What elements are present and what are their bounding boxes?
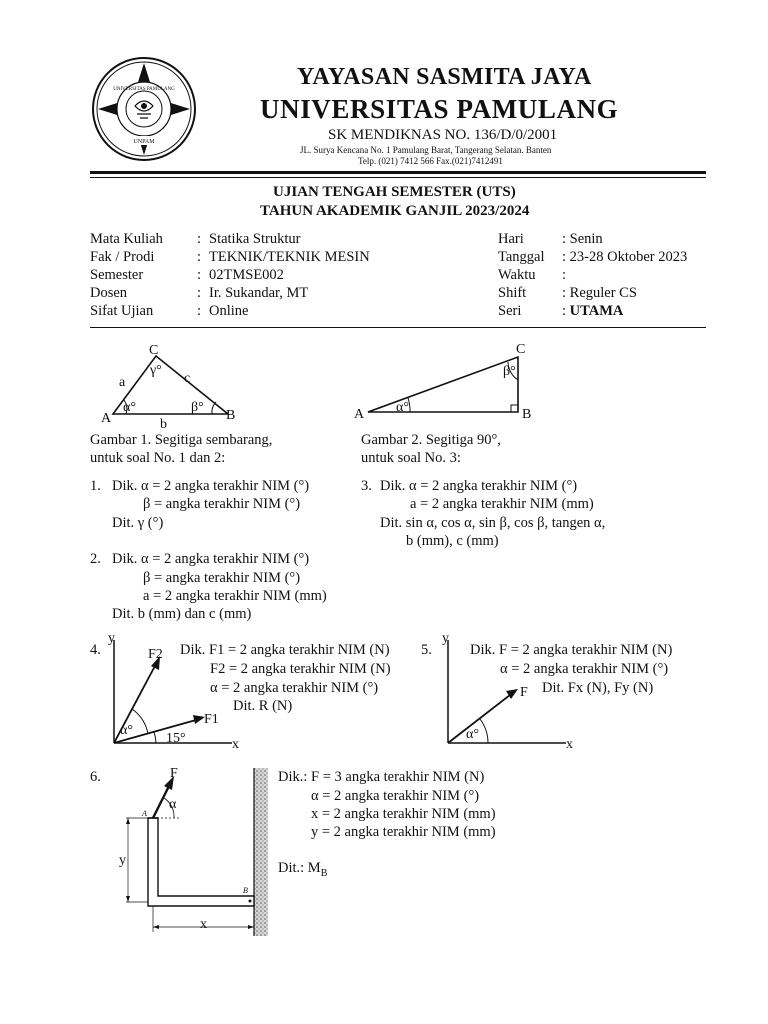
question-number: 6. [90, 769, 101, 785]
info-value: 02TMSE002 [209, 267, 284, 283]
question-given: α = 2 angka terakhir NIM (°) [311, 788, 480, 804]
force-f2: F2 [148, 647, 163, 662]
info-label: Hari [498, 231, 524, 247]
foundation-name: YAYASAN SASMITA JAYA [297, 64, 592, 90]
address: JL. Surya Kencana No. 1 Pamulang Barat, Tangerang Selatan. Banten [300, 145, 552, 155]
question-asked: Dit.: $M_B$ [278, 860, 328, 879]
info-value: : Senin [562, 231, 603, 247]
university-logo [91, 56, 197, 162]
exam-year: TAHUN AKADEMIK GANJIL 2023/2024 [260, 203, 530, 219]
question-given: a = 2 angka terakhir NIM (mm) [143, 588, 327, 604]
header-rule-thin [90, 177, 706, 178]
question-number: 4. [90, 642, 101, 658]
figure-1-caption: Gambar 1. Segitiga sembarang, [90, 432, 273, 448]
info-label: Mata Kuliah [90, 231, 163, 247]
question-number: 1. [90, 478, 101, 494]
info-value: Ir. Sukandar, MT [209, 285, 309, 301]
question-6-bracket-diagram [104, 762, 274, 937]
question-given: Dik. F1 = 2 angka terakhir NIM (N) [180, 642, 390, 658]
info-value: TEKNIK/TEKNIK MESIN [209, 249, 370, 265]
angle-beta: β° [503, 364, 516, 379]
side-b: b [160, 417, 167, 430]
exam-title: UJIAN TENGAH SEMESTER (UTS) [273, 184, 516, 200]
force-f1: F1 [204, 712, 219, 727]
angle-beta: β° [191, 400, 204, 415]
question-given: x = 2 angka terakhir NIM (mm) [311, 806, 496, 822]
info-value: : UTAMA [562, 303, 624, 319]
vertex-b: B [226, 408, 236, 423]
info-value: Statika Struktur [209, 231, 301, 247]
dimension-x: x [200, 917, 207, 932]
question-given: Dik. α = 2 angka terakhir NIM (°) [380, 478, 578, 494]
question-given: y = 2 angka terakhir NIM (mm) [311, 824, 496, 840]
figure-2-right-triangle [350, 338, 540, 424]
axis-x: x [232, 737, 239, 750]
info-colon: : [197, 249, 202, 265]
angle-alpha: α° [396, 400, 409, 415]
question-given: F2 = 2 angka terakhir NIM (N) [210, 661, 391, 677]
question-given: α = 2 angka terakhir NIM (°) [210, 680, 379, 696]
angle-alpha: α [169, 797, 177, 812]
question-asked: b (mm), c (mm) [406, 533, 499, 549]
dimension-y: y [119, 853, 126, 868]
question-asked: Dit. γ (°) [112, 515, 164, 531]
info-rule [90, 327, 706, 328]
axis-y: y [442, 631, 449, 646]
vertex-a: A [101, 411, 112, 426]
info-label: Tanggal [498, 249, 545, 265]
vertex-c: C [149, 343, 159, 358]
phone: Telp. (021) 7412 566 Fax.(021)7412491 [358, 156, 503, 166]
question-given: Dik.: F = 3 angka terakhir NIM (N) [278, 769, 485, 785]
angle-alpha: α° [120, 723, 133, 738]
info-label: Seri [498, 303, 522, 319]
info-label: Waktu [498, 267, 536, 283]
vertex-b: B [522, 407, 532, 422]
force-f: F [520, 685, 528, 700]
point-a: A [142, 809, 147, 818]
logo-abbr: UNPAM [133, 139, 155, 145]
side-c: c [184, 371, 191, 386]
question-number: 2. [90, 551, 101, 567]
angle-alpha: α° [466, 727, 479, 742]
vertex-a: A [354, 407, 365, 422]
axis-y: y [108, 631, 115, 646]
series-value: UTAMA [569, 303, 624, 319]
question-given: Dik. α = 2 angka terakhir NIM (°) [112, 551, 310, 567]
question-given: a = 2 angka terakhir NIM (mm) [410, 496, 594, 512]
question-asked: Dit. Fx (N), Fy (N) [542, 680, 654, 696]
question-number: 3. [361, 478, 372, 494]
info-value: Online [209, 303, 249, 319]
point-b: B [243, 886, 248, 895]
logo-ring-text: UNIVERSITAS PAMULANG [113, 87, 175, 92]
info-value: : [562, 267, 567, 283]
question-asked: Dit. b (mm) dan c (mm) [112, 606, 252, 622]
subscript-b: B [320, 867, 328, 879]
angle-gamma: γ° [150, 363, 162, 378]
question-number: 5. [421, 642, 432, 658]
info-label: Shift [498, 285, 527, 301]
info-colon: : [197, 231, 202, 247]
info-label: Fak / Prodi [90, 249, 155, 265]
figure-1-caption-2: untuk soal No. 1 dan 2: [90, 450, 226, 466]
info-value: : Reguler CS [562, 285, 637, 301]
info-colon: : [197, 303, 202, 319]
side-a: a [119, 375, 126, 390]
info-colon: : [197, 267, 202, 283]
sk-number: SK MENDIKNAS NO. 136/D/0/2001 [328, 127, 558, 143]
angle-15: 15° [166, 731, 186, 746]
info-colon: : [197, 285, 202, 301]
vertex-c: C [516, 342, 526, 357]
info-label: Semester [90, 267, 144, 283]
question-asked: Dit. sin α, cos α, sin β, cos β, tangen α, [380, 515, 606, 531]
info-label: Sifat Ujian [90, 303, 154, 319]
info-label: Dosen [90, 285, 128, 301]
axis-x: x [566, 737, 573, 750]
figure-2-caption-2: untuk soal No. 3: [361, 450, 461, 466]
header-rule-thick [90, 171, 706, 174]
question-given: Dik. α = 2 angka terakhir NIM (°) [112, 478, 310, 494]
info-value: : 23-28 Oktober 2023 [562, 249, 688, 265]
question-given: β = angka terakhir NIM (°) [143, 496, 301, 512]
angle-alpha: α° [123, 400, 136, 415]
question-given: Dik. F = 2 angka terakhir NIM (N) [470, 642, 673, 658]
figure-2-caption: Gambar 2. Segitiga 90°, [361, 432, 501, 448]
question-asked: Dit. R (N) [233, 698, 293, 714]
question-given: β = angka terakhir NIM (°) [143, 570, 301, 586]
figure-1-triangle [96, 338, 246, 430]
university-name: UNIVERSITAS PAMULANG [260, 94, 619, 124]
question-given: α = 2 angka terakhir NIM (°) [500, 661, 669, 677]
force-f: F [170, 766, 178, 781]
